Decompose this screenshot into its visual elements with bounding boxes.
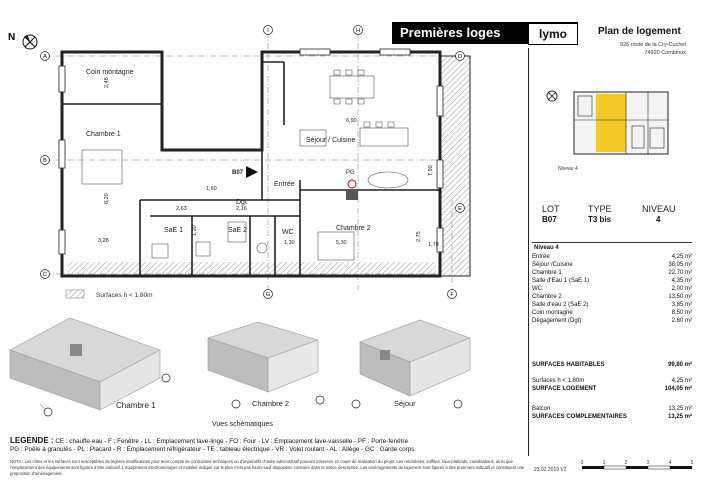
balcony	[440, 56, 470, 276]
exterior-wall	[62, 52, 440, 276]
surface-row: Salle d'Eau 1 (SaE 1) 4,35 m²	[532, 278, 692, 284]
nota-text: NOTA : Les côtes et les surfaces sont susceptibles de légères modifications pour tenir compte de contraintes techniques ou d'impératifs d'ordre administratif pouvant intervenir en cours de réalisation du projet. Les retombées, soffites, faux-plafonds, canalisations, ainsi que l'emplacement des équipements sont figurés à titre indicatif. L'équipement électroménager et mobilier indiqué sur le plan n'est pas fourni sauf disposition contraire dans la notice descriptive. Les aménagements du logement sont figurés à titre purement indicatif et constituent une proposition d'aménagement.	[10, 459, 525, 476]
axis-label-g: G	[265, 292, 271, 298]
north-compass-icon	[23, 35, 37, 49]
balcon-row: Balcon 13,25 m²	[532, 406, 692, 412]
dim-label: 2,63	[176, 206, 187, 212]
dim-label: 5,30	[336, 240, 347, 246]
room-entree: Entrée	[274, 181, 295, 188]
bed-chambre2	[318, 232, 354, 260]
address-line-1: 926 route de la Cry-Cuchet	[619, 42, 686, 48]
north-label: N	[8, 32, 16, 43]
niveau-label: NIVEAU	[642, 204, 676, 214]
dim-label: 1,78	[428, 242, 439, 248]
lot-tag: B07	[232, 170, 244, 176]
surface-row: Entrée 4,25 m²	[532, 254, 692, 260]
dim-label: 6,20	[104, 193, 110, 204]
entrance-arrow-icon	[246, 166, 258, 178]
lot-value: B07	[542, 215, 557, 224]
scale-tick: 3	[646, 460, 650, 466]
lot-highlight	[596, 94, 626, 152]
axis-label-h: H	[356, 28, 360, 34]
brand-logo: lymo	[528, 23, 578, 45]
legend	[10, 436, 530, 445]
legend-items: CE : chauffe-eau - F : Fenêtre - LL : Emplacement lave-linge - FO : Four - LV : Emplacement lave-vaisselle - PF : Porte-fenêtre	[55, 438, 408, 445]
scale-tick: 5	[690, 460, 694, 466]
schematic-views	[0, 310, 528, 434]
scale-tick: 2	[624, 460, 628, 466]
view-chambre2	[208, 322, 318, 392]
low-surface-swatch	[66, 290, 84, 298]
room-sejour: Séjour / Cuisine	[306, 137, 356, 144]
axis-label-b: B	[43, 158, 47, 164]
room-chambre2: Chambre 2	[336, 225, 371, 232]
surfaces-complementaires-row: SURFACES COMPLEMENTAIRES 13,25 m²	[532, 414, 692, 420]
dim-label: 7,90	[428, 165, 434, 176]
view-sejour	[360, 320, 470, 396]
coffee-table	[368, 172, 408, 188]
lot-label: LOT	[542, 204, 560, 214]
surface-row: Séjour /Cuisine 38,05 m²	[532, 262, 692, 268]
mini-compass-icon	[547, 91, 557, 101]
room-dgt: Dgt	[236, 199, 247, 206]
room-sae1: SaE 1	[164, 227, 184, 234]
mini-plan-label: Niveau 4	[558, 166, 578, 172]
footer-date: 23.02.2019 V2	[534, 467, 567, 473]
scale-bar	[578, 460, 700, 480]
dim-label: 1,60	[206, 186, 217, 192]
doc-title: Plan de logement	[598, 26, 681, 37]
floor-plan	[0, 0, 528, 310]
brand-title: Premières loges	[400, 25, 501, 40]
low-surface-row: Surfaces h < 1,80m 4,25 m²	[532, 378, 692, 384]
surface-row: WC 2,00 m²	[532, 286, 692, 292]
axis-label-i: I	[267, 28, 269, 34]
surfaces-heading: Niveau 4	[534, 245, 559, 251]
axis-label-c: C	[43, 272, 47, 278]
view-chambre1	[10, 318, 160, 412]
room-sae2: SaE 2	[228, 227, 248, 234]
pellet-stove	[346, 190, 358, 200]
surface-row: Chambre 2 13,50 m²	[532, 294, 692, 300]
surface-row: Chambre 1 22,70 m²	[532, 270, 692, 276]
niveau-value: 4	[656, 215, 661, 224]
dim-label: 2,75	[416, 231, 422, 242]
type-label: TYPE	[588, 204, 612, 214]
axis-label-a: A	[43, 54, 47, 60]
views-title: Vues schématiques	[212, 421, 273, 428]
surface-row: Salle d'eau 2 (SaE 2) 3,85 m²	[532, 302, 692, 308]
dining-table	[330, 70, 374, 104]
dim-label: 1,30	[284, 240, 295, 246]
view-label-chambre2: Chambre 2	[252, 399, 290, 408]
mini-plan	[538, 82, 688, 174]
low-surface-legend: Surfaces h < 1,80m	[96, 292, 153, 299]
surface-row: Coin montagne 8,50 m²	[532, 310, 692, 316]
low-surface-strip	[68, 262, 436, 274]
dim-label: 3,28	[98, 238, 109, 244]
label-pg: PG	[346, 170, 355, 176]
room-coin-montagne: Coin montagne	[86, 69, 134, 76]
scale-tick: 1	[602, 460, 606, 466]
axis-label-f: F	[450, 292, 454, 298]
room-wc: WC	[282, 229, 294, 236]
room-chambre1: Chambre 1	[86, 131, 121, 138]
axis-label-e: E	[458, 206, 462, 212]
view-label-chambre1: Chambre 1	[116, 401, 156, 410]
legend-title: LEGENDE :	[10, 436, 54, 445]
legend-items-2: PG : Poêle à granulés - PL : Placard - R : Emplacement réfrigérateur - TE : tableau électrique - VR : Volet roulant - AL : Allège - GC : Garde corps	[10, 446, 415, 453]
scale-tick: 4	[668, 460, 672, 466]
axis-label-d: D	[458, 54, 462, 60]
dim-label: 2,48	[104, 77, 110, 88]
type-value: T3 bis	[588, 215, 612, 224]
surfaces-habitables-row: SURFACES HABITABLES 99,80 m²	[532, 362, 692, 368]
dim-label: 2,16	[236, 206, 247, 212]
dim-label: 1,20	[192, 225, 198, 236]
surface-logement-row: SURFACE LOGEMENT 104,05 m²	[532, 386, 692, 392]
address-line-2: 74920 Combloux	[644, 50, 686, 56]
bed-chambre1	[82, 150, 122, 184]
stove-pg-icon	[348, 180, 356, 188]
dim-label: 6,90	[346, 118, 357, 124]
view-label-sejour: Séjour	[394, 399, 416, 408]
scale-tick: 0	[580, 460, 584, 466]
surface-row: Dégagement (Dgt) 2,60 m²	[532, 318, 692, 324]
